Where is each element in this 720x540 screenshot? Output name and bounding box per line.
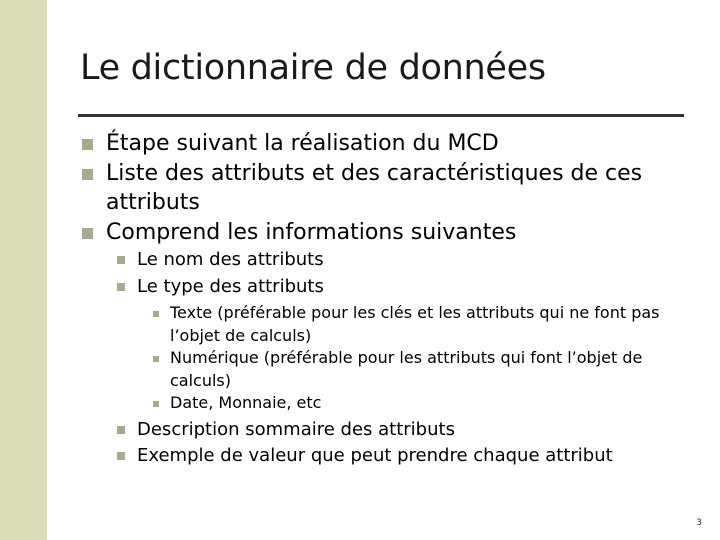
square-bullet-icon: [153, 311, 159, 317]
bullet-text: Comprend les informations suivantes: [106, 219, 517, 245]
title-divider: [78, 114, 684, 117]
sub-bullet-text: Description sommaire des attributs: [137, 418, 455, 440]
sub-bullet-text: Le type des attributs: [137, 275, 324, 297]
sub-sub-bullet-text: Date, Monnaie, etc: [170, 393, 322, 412]
square-bullet-icon: [117, 452, 125, 460]
square-bullet-icon: [82, 139, 93, 150]
square-bullet-icon: [153, 401, 159, 407]
sub-bullet-text: Exemple de valeur que peut prendre chaque attribut: [137, 445, 613, 466]
square-bullet-icon: [153, 356, 159, 362]
sub-sub-bullet-item: [144, 392, 680, 415]
square-bullet-icon: [82, 228, 93, 239]
square-bullet-icon: [117, 426, 125, 434]
sub-sub-bullet-list: [144, 302, 680, 415]
square-bullet-icon: [117, 256, 125, 264]
slide-title: Le dictionnaire de données: [80, 48, 546, 88]
bullet-item: [80, 129, 680, 159]
sub-bullet-item: [111, 247, 680, 274]
sub-sub-bullet-item: [144, 302, 680, 347]
side-band: [0, 0, 47, 540]
sub-bullet-item: [111, 443, 680, 470]
sub-bullet-item: [111, 274, 680, 415]
slide-content: [80, 129, 680, 470]
sub-bullet-text: Le nom des attributs: [137, 249, 324, 270]
bullet-text: Étape suivant la réalisation du MCD: [106, 131, 499, 156]
sub-sub-bullet-item: [144, 347, 680, 392]
square-bullet-icon: [82, 169, 93, 180]
square-bullet-icon: [117, 283, 125, 291]
bullet-text: Liste des attributs et des caractéristiques de ces attributs: [106, 160, 643, 215]
bullet-item: [80, 159, 680, 218]
sub-bullet-item: [111, 417, 680, 444]
bullet-list: [80, 129, 680, 470]
sub-sub-bullet-text: Numérique (préférable pour les attributs qui font l’objet de calculs): [170, 348, 643, 390]
page-number: 3: [696, 518, 702, 528]
bullet-item: [80, 218, 680, 470]
sub-sub-bullet-text: Texte (préférable pour les clés et les attributs qui ne font pas l’objet de calculs): [170, 303, 660, 345]
sub-bullet-list: [111, 247, 680, 470]
